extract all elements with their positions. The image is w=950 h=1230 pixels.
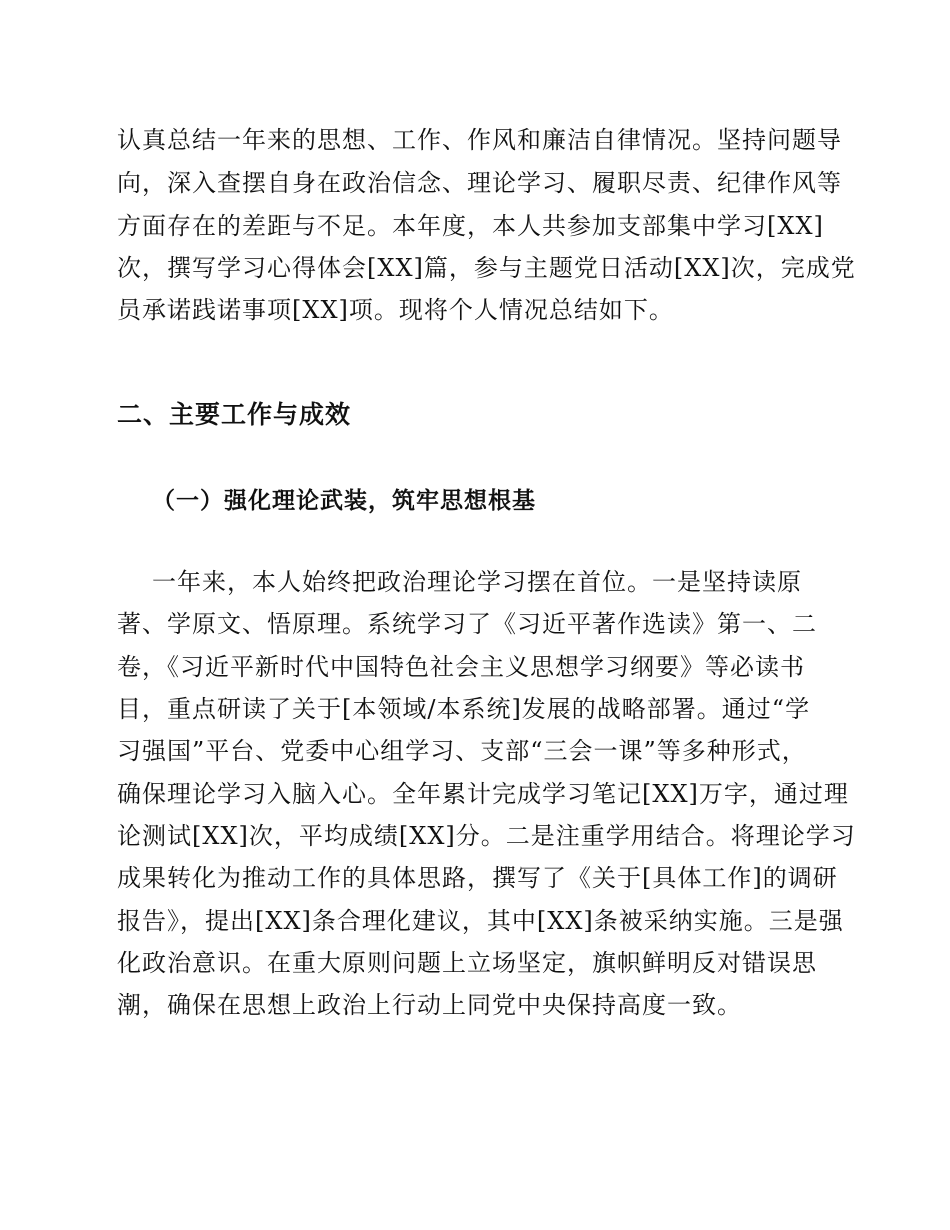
intro-line: 员承诺践诺事项[XX]项。现将个人情况总结如下。	[117, 296, 674, 324]
intro-line: 次，撰写学习心得体会[XX]篇，参与主题党日活动[XX]次，完成党	[117, 254, 856, 282]
body-line: 确保理论学习入脑入心。全年累计完成学习笔记[XX]万字，通过理	[117, 780, 849, 808]
body-line: 习强国”平台、党委中心组学习、支部“三会一课”等多种形式，	[117, 737, 807, 765]
section-heading: 二、主要工作与成效	[117, 400, 352, 429]
intro-line: 方面存在的差距与不足。本年度，本人共参加支部集中学习[XX]	[117, 212, 824, 240]
body-line: 化政治意识。在重大原则问题上立场坚定，旗帜鲜明反对错误思	[117, 949, 817, 977]
body-line: 卷，《习近平新时代中国特色社会主义思想学习纲要》等必读书	[117, 653, 805, 681]
body-line: 一年来，本人始终把政治理论学习摆在首位。一是坚持读原	[152, 568, 802, 596]
body-line: 著、学原文、悟原理。系统学习了《习近平著作选读》第一、二	[117, 610, 817, 638]
intro-line: 向，深入查摆自身在政治信念、理论学习、履职尽责、纪律作风等	[117, 169, 842, 197]
body-line: 成果转化为推动工作的具体思路，撰写了《关于[具体工作]的调研	[117, 864, 838, 892]
intro-line: 认真总结一年来的思想、工作、作风和廉洁自律情况。坚持问题导	[117, 126, 842, 154]
subsection-heading: （一）强化理论武装，筑牢思想根基	[152, 487, 536, 514]
body-line: 目，重点研读了关于[本领域/本系统]发展的战略部署。通过“学	[117, 695, 811, 723]
body-line: 潮，确保在思想上政治上行动上同党中央保持高度一致。	[117, 991, 742, 1019]
body-line: 报告》，提出[XX]条合理化建议，其中[XX]条被采纳实施。三是强	[117, 907, 844, 935]
body-line: 论测试[XX]次，平均成绩[XX]分。二是注重学用结合。将理论学习	[117, 822, 856, 850]
